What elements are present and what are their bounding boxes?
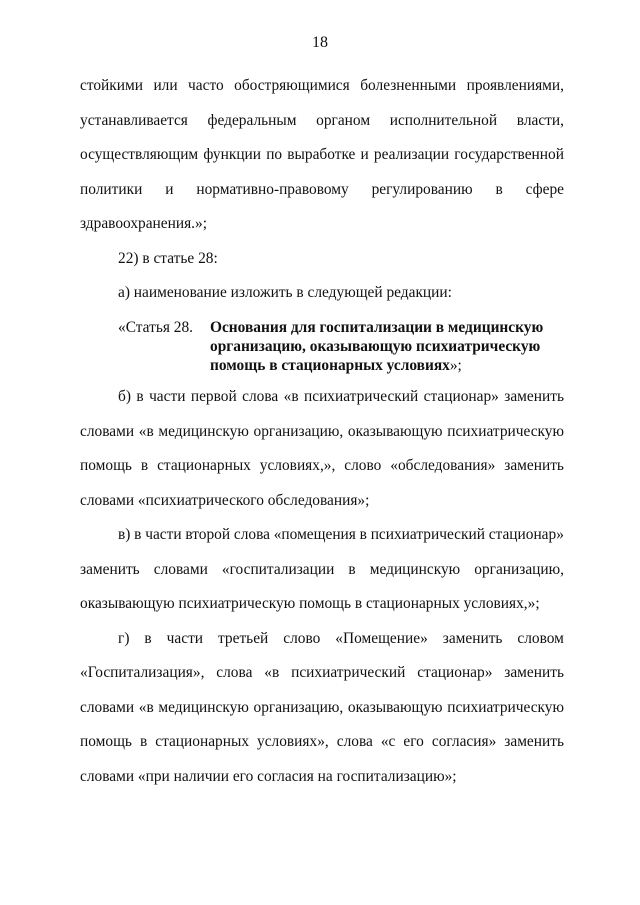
word: власти, [516,112,564,129]
word: «в [283,388,299,405]
word: и [360,146,369,163]
text-line [80,145,564,165]
text-line: словами «психиатрического обследования»; [80,492,370,509]
word: психиатрический [304,388,419,405]
page-number: 18 [312,34,328,51]
text-line [80,76,564,96]
word: болезненными [360,77,457,94]
text-line [118,629,564,649]
word: стационарных [155,733,250,750]
word: слова [336,733,373,750]
word: слова [233,526,270,543]
article-title-text: Основания для госпитализации в медицинскую организацию, оказывающую психиатрическую помощь в стационарных условиях [210,319,544,374]
word: первой [190,388,237,405]
item-a-text: а) наименование изложить в следующей редакции: [118,284,452,301]
word: обостряющимися [234,77,350,94]
text-line [80,422,564,442]
text-line [80,732,564,752]
word: «обследования» [390,457,496,474]
word: заменить [442,630,503,647]
word: исполнительной [389,112,498,129]
text-line [118,525,564,545]
article-title-tail: »; [449,357,462,374]
text-line [80,456,564,476]
word: медицинскую [158,423,249,440]
word: стационар» [423,388,499,405]
word: в [144,630,152,647]
word: психиатрическую [447,699,564,716]
word: стационар» [488,526,564,543]
word: в [348,561,356,578]
word: сфере [525,181,564,198]
word: третьей [218,630,269,647]
word: проявлениями, [466,77,564,94]
article-label: «Статья 28. [118,319,194,336]
word: «Помещение» [335,630,428,647]
word: части [149,388,186,405]
word: г) [118,630,130,647]
word: «помещения [273,526,356,543]
word: условиях,», [259,457,336,474]
word: федеральным [207,112,297,129]
word: словами [80,699,135,716]
word: части [166,630,204,647]
word: оказывающую [347,423,443,440]
word: выработке [287,146,356,163]
word: в) [118,526,131,543]
article-title [210,318,560,375]
word: стойкими [80,77,143,94]
text-line: словами «при наличии его согласия на госпитализацию»; [80,768,457,785]
word: организацию, [253,699,344,716]
word: б) [118,388,131,405]
word: стационар» [417,664,493,681]
word: условиях», [257,733,329,750]
word: помощь [80,733,132,750]
word: слова [242,388,279,405]
word: словами [153,561,208,578]
text-line: здравоохранения.»; [80,215,207,232]
word: устанавливается [80,112,188,129]
word: в [139,733,148,750]
word: и [165,181,174,198]
word: заменить [504,664,564,681]
word: в [495,181,503,198]
word: оказывающую [347,699,443,716]
word: или [153,77,178,94]
word: его [403,733,424,750]
word: часто [188,77,224,94]
word: «в [264,664,280,681]
word: помощь [80,457,132,474]
word: в [359,526,367,543]
word: слова [216,664,253,681]
word: «в [138,423,154,440]
word: заменить [504,457,564,474]
word: органом [316,112,371,129]
text-line [118,387,564,407]
word: медицинскую [369,561,461,578]
word: государственной [454,146,564,163]
word: в [140,457,149,474]
word: заменить [504,733,564,750]
word: по [266,146,283,163]
word: согласия» [431,733,497,750]
word: медицинскую [158,699,249,716]
text-line [80,111,564,131]
word: «госпитализации [221,561,335,578]
word: «Госпитализация», [80,664,205,681]
word: психиатрическую [447,423,564,440]
word: слово [283,630,321,647]
text-line [80,698,564,718]
item-22-text: 22) в статье 28: [118,250,218,267]
word: второй [185,526,231,543]
word: регулированию [371,181,473,198]
word: слово [344,457,382,474]
word: заменить [504,388,564,405]
word: в [136,388,144,405]
word: «с [380,733,396,750]
word: стационарных [157,457,251,474]
word: психиатрический [370,526,485,543]
word: функции [203,146,262,163]
word: части [145,526,182,543]
word: заменить [80,561,140,578]
word: нормативно-правовому [196,181,349,198]
word: политики [80,181,143,198]
word: организацию, [474,561,564,578]
text-line [80,180,564,200]
word: «в [138,699,154,716]
text-line [80,560,564,580]
word: словами [80,423,135,440]
word: психиатрический [291,664,406,681]
word: осуществляющим [80,146,199,163]
word: словом [517,630,564,647]
word: в [134,526,142,543]
text-line [80,663,564,683]
word: реализации [373,146,450,163]
word: организацию, [253,423,344,440]
text-line: оказывающую психиатрическую помощь в стационарных условиях,»; [80,595,540,612]
